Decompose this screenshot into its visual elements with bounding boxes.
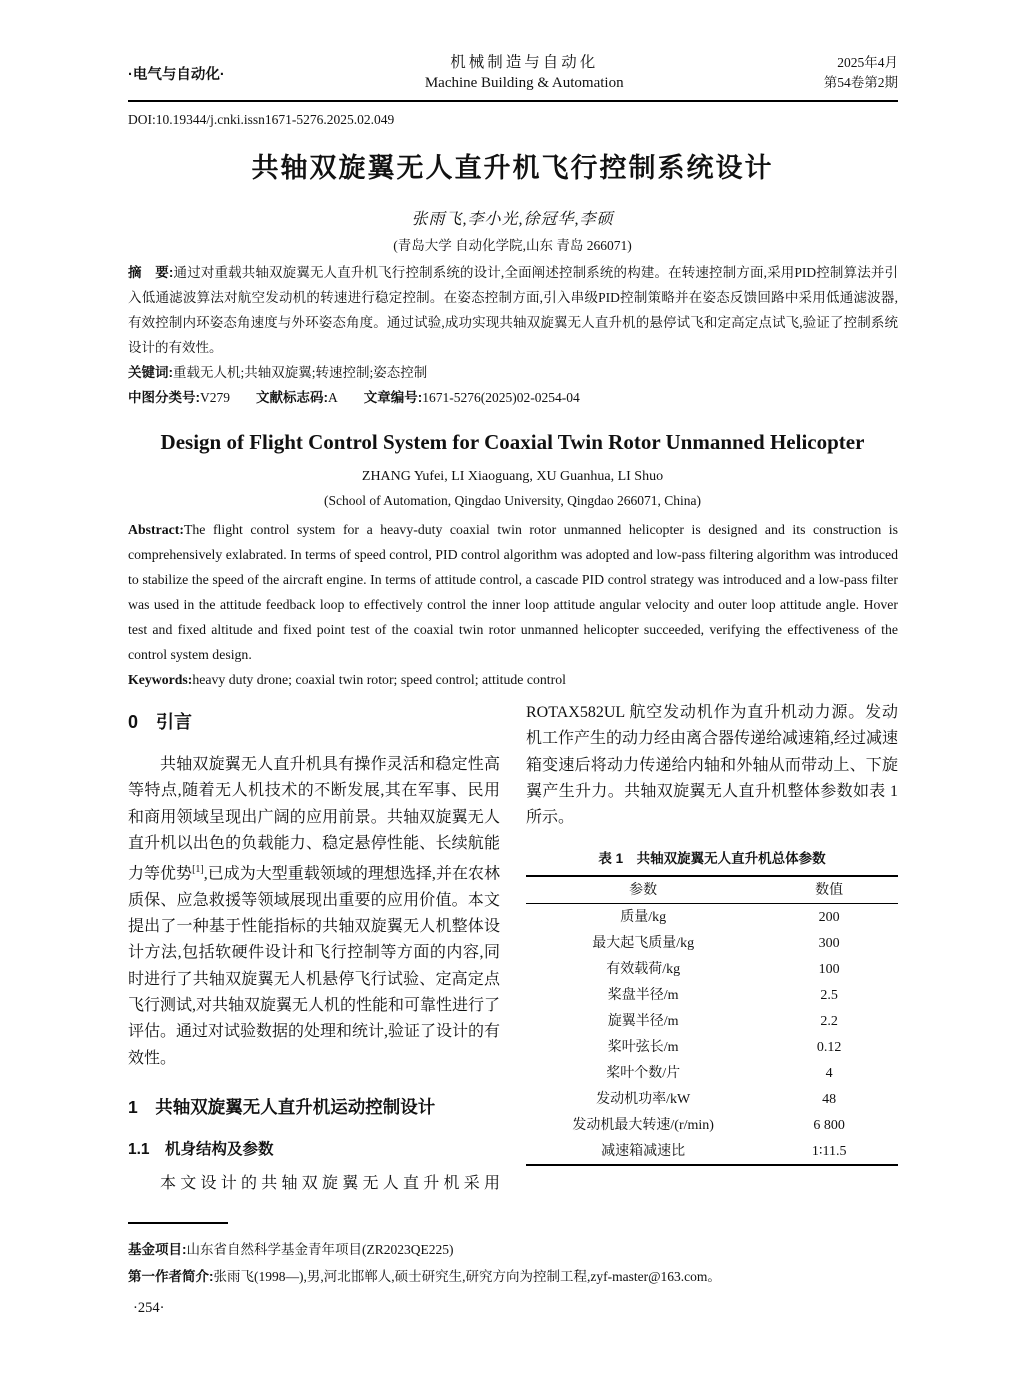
page-number: ·254· (133, 1300, 165, 1316)
keywords-en-text: heavy duty drone; coaxial twin rotor; speed control; attitude control (192, 672, 566, 687)
table-row (526, 982, 898, 1008)
intro-text-a: 共轴双旋翼无人直升机具有操作灵活和稳定性高等特点,随着无人机技术的不断发展,其在军事、民用和商用领域呈现出广阔的应用前景。共轴双旋翼无人直升机以出色的负载能力、稳定悬停性能、长续航能力等优势 (128, 756, 500, 883)
param-value: 0.12 (816, 1039, 842, 1055)
param-name: 旋翼半径/m (607, 1013, 679, 1029)
abstract-block-en (128, 517, 898, 692)
article-no-value: 1671-5276(2025)02-0254-04 (422, 390, 580, 405)
author-bio-label: 第一作者简介: (128, 1269, 214, 1284)
abstract-en (128, 517, 898, 667)
doc-code-value: A (328, 390, 338, 405)
keywords-en-label: Keywords: (128, 672, 193, 687)
abstract-cn-label: 摘 要: (128, 265, 174, 280)
article-title-cn: 共轴双旋翼无人直升机飞行控制系统设计 (251, 153, 774, 183)
param-value: 200 (818, 909, 840, 925)
table-row (526, 1060, 898, 1086)
classification-line (128, 385, 898, 410)
abstract-en-text: The flight control system for a heavy-duty coaxial twin rotor unmanned helicopter is designed and its construction is comprehensively exlabrated. In terms of speed control, PID control algorithm was adopted and low-pass filtering algorithm was introduced to stabilize the speed of the aircraft engine. In terms of attitude control, a cascade PID control strategy was introduced and a low-pass filter was used in the attitude feedback loop to effectively control the inner loop attitude angular velocity and outer loop attitude angle. Hover test and fixed altitude and fixed point test of the coaxial twin rotor unmanned helicopter succeeded, verifying the effectiveness of the control system design. (128, 522, 898, 662)
param-name: 减速箱减速比 (601, 1143, 686, 1159)
keywords-cn-label: 关键词: (128, 365, 173, 380)
param-name: 最大起飞质量/kg (592, 935, 695, 951)
doi-line: DOI:10.19344/j.cnki.issn1671-5276.2025.02.049 (128, 112, 395, 127)
volume-issue: 第54卷第2期 (823, 75, 898, 90)
running-head (128, 48, 898, 98)
table-row (526, 956, 898, 982)
author-bio-footnote (128, 1263, 898, 1290)
param-name: 发动机功率/kW (596, 1091, 691, 1107)
param-value: 48 (822, 1091, 837, 1107)
table-header-param: 参数 (526, 876, 760, 904)
authors-cn: 张雨飞,李小光,徐冠华,李硕 (411, 211, 614, 228)
journal-title-en: Machine Building & Automation (424, 75, 624, 91)
param-name: 有效载荷/kg (606, 961, 681, 977)
keywords-cn (128, 360, 898, 385)
doc-code-label: 文献标志码: (256, 390, 328, 405)
param-value: 300 (818, 935, 840, 951)
column-label: ·电气与自动化· (128, 66, 225, 83)
affiliation-en: (School of Automation, Qingdao University, Qingdao 266071, China) (323, 493, 702, 508)
param-value: 2.2 (820, 1013, 838, 1029)
author-bio-text: 张雨飞(1998—),男,河北邯郸人,硕士研究生,研究方向为控制工程,zyf-master@163.com。 (213, 1269, 721, 1284)
table-row (526, 904, 898, 931)
param-name: 质量/kg (620, 909, 667, 925)
param-value: 100 (818, 961, 840, 977)
clc-label: 中图分类号: (128, 390, 200, 405)
table-row (526, 930, 898, 956)
article-no-label: 文章编号: (363, 390, 423, 405)
intro-text-b: ,已成为大型重载领域的理想选择,并在农林质保、应急救援等领域展现出重要的应用价值。本文提出了一种基于性能指标的共轴双旋翼无人机整体设计方法,包括软硬件设计和飞行控制等方面的内容,同时进行了共轴双旋翼无人机悬停飞行试验、定高定点飞行测试,对共轴双旋翼无人机的性能和可靠性进行了评估。通过对试验数据的处理和统计,验证了设计的有效性。 (128, 865, 501, 1067)
table-header-row (526, 876, 898, 904)
param-name: 桨叶弦长/m (607, 1039, 679, 1055)
table-row (526, 1086, 898, 1112)
authors-en: ZHANG Yufei, LI Xiaoguang, XU Guanhua, LI Shuo (361, 469, 664, 484)
abstract-cn (128, 260, 898, 360)
param-name: 桨叶个数/片 (606, 1065, 681, 1081)
table-row (526, 1008, 898, 1034)
footnote-rule (128, 1222, 228, 1224)
section-1-1-heading: 1.1 机身结构及参数 (128, 1140, 274, 1158)
fund-text: 山东省自然科学基金青年项目(ZR2023QE225) (186, 1242, 454, 1257)
param-value: 6 800 (813, 1117, 845, 1133)
abstract-block-cn (128, 260, 898, 410)
header-rule (128, 100, 898, 102)
abstract-en-label: Abstract: (128, 522, 184, 537)
clc-value: V279 (200, 390, 230, 405)
section-1-1-paragraph: 本文设计的共轴双旋翼无人直升机采用 (160, 1174, 500, 1192)
issue-date: 2025年4月 (837, 55, 898, 70)
table-1-caption: 表 1 共轴双旋翼无人直升机总体参数 (598, 851, 826, 867)
keywords-cn-text: 重载无人机;共轴双旋翼;转速控制;姿态控制 (173, 365, 428, 380)
issue-info (824, 53, 898, 93)
abstract-cn-text: 通过对重载共轴双旋翼无人直升机飞行控制系统的设计,全面阐述控制系统的构建。在转速控制方面,采用PID控制算法并引入低通滤波算法对航空发动机的转速进行稳定控制。在姿态控制方面,引入串级PID控制策略并在姿态反馈回路中采用低通滤波器,有效控制内环姿态角速度与外环姿态角度。通过试验,成功实现共轴双旋翼无人直升机的悬停试飞和定高定点试飞,验证了控制系统设计的有效性。 (128, 265, 898, 355)
table-row (526, 1112, 898, 1138)
article-title-en: Design of Flight Control System for Coaxial Twin Rotor Unmanned Helicopter (160, 430, 865, 454)
footnotes (128, 1236, 898, 1290)
table-row (526, 1034, 898, 1060)
intro-paragraph (128, 752, 500, 1072)
left-column (128, 700, 500, 1197)
param-value: 4 (825, 1065, 833, 1081)
body-columns (128, 700, 898, 1197)
section-1-heading: 1 共轴双旋翼无人直升机运动控制设计 (128, 1096, 436, 1117)
citation-ref-1: [1] (192, 864, 204, 876)
keywords-en (128, 667, 898, 692)
table-row (526, 1138, 898, 1165)
param-name: 发动机最大转速/(r/min) (572, 1117, 714, 1133)
section-0-heading: 0 引言 (128, 712, 193, 732)
journal-title (425, 52, 624, 94)
fund-footnote (128, 1236, 898, 1263)
param-value: 2.5 (820, 987, 838, 1003)
param-value: 1∶11.5 (811, 1143, 847, 1159)
table-header-value: 数值 (760, 876, 898, 904)
fund-label: 基金项目: (128, 1242, 187, 1257)
table-1 (526, 875, 898, 1166)
journal-title-cn: 机械制造与自动化 (450, 54, 599, 71)
right-paragraph: ROTAX582UL 航空发动机作为直升机动力源。发动机工作产生的动力经由离合器传递给减速箱,经过减速箱变速后将动力传递给内轴和外轴从而带动上、下旋翼产生升力。共轴双旋翼无人直升机整体参数如表 1 所示。 (526, 704, 899, 827)
affiliation-cn: (青岛大学 自动化学院,山东 青岛 266071) (393, 238, 632, 253)
right-column (526, 700, 898, 1197)
param-name: 桨盘半径/m (607, 987, 679, 1003)
